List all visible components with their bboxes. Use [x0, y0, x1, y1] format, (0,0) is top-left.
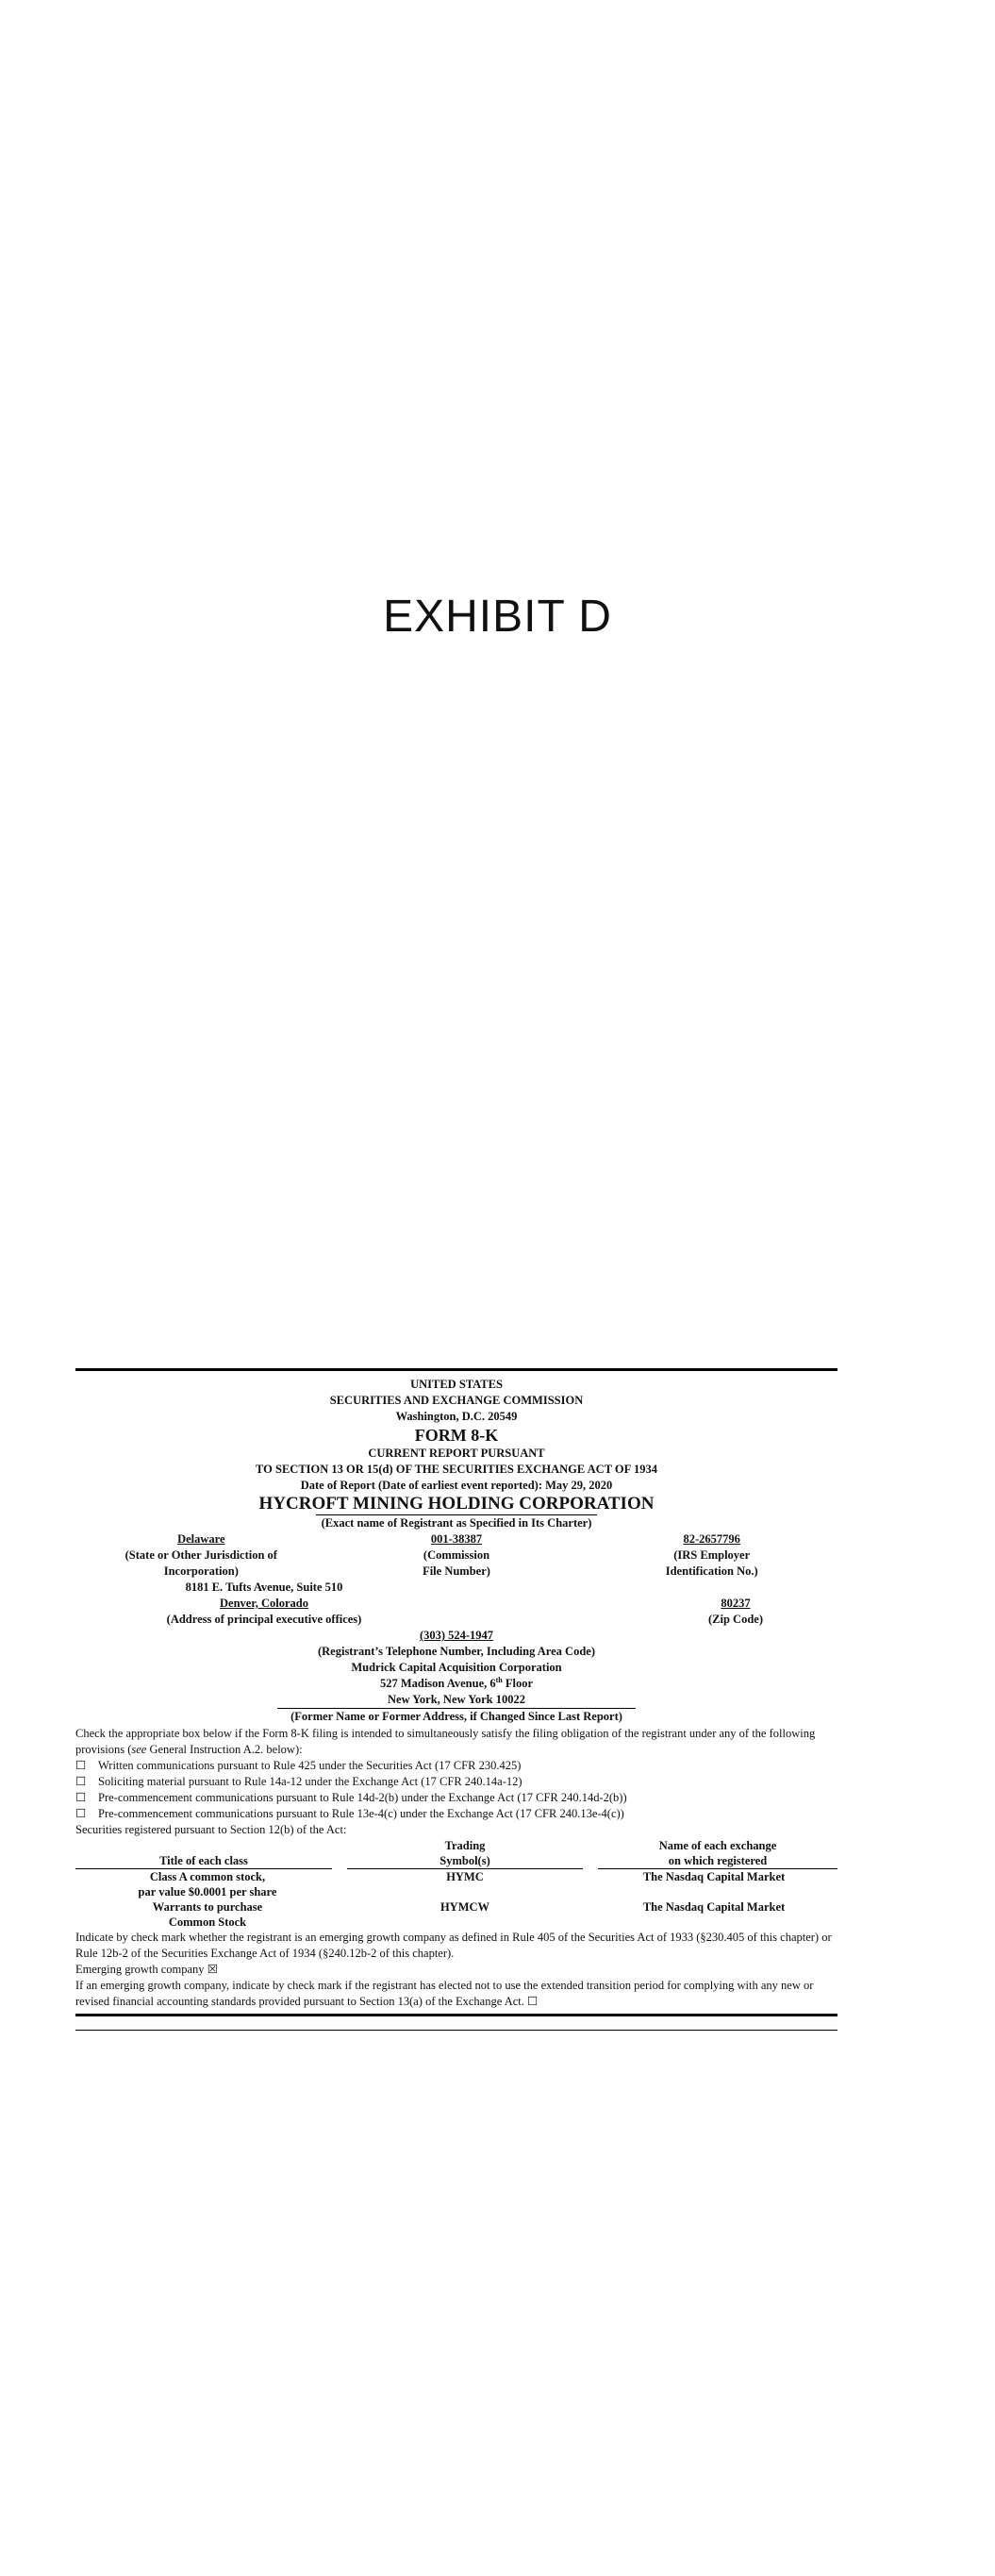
col-exchange-header-1: Name of each exchange	[658, 1839, 777, 1852]
phone-value: (303) 524-1947	[419, 1629, 494, 1642]
securities-intro: Securities registered pursuant to Section 12(b) of the Act:	[75, 1823, 347, 1836]
city-value: Denver, Colorado	[220, 1597, 308, 1610]
egc-line: Emerging growth company ☒	[75, 1963, 218, 1976]
provision-item: ☐ Written communications pursuant to Rule 425 under the Securities Act (17 CFR 230.425)	[75, 1759, 522, 1772]
egc-text: Indicate by check mark whether the registrant is an emerging growth company as defined in Rule 405 of the Securities Act of 1933 (§230.405 of this chapter) or Rule 12b-2 of the Securities Exchange Act of 1934 (§240.12b-2 of this chapter).	[75, 1931, 832, 1960]
former-city: New York, New York 10022	[388, 1693, 525, 1706]
former-caption: (Former Name or Former Address, if Changed Since Last Report)	[277, 1708, 636, 1725]
ein-caption-2: Identification No.)	[665, 1564, 758, 1578]
col-symbol-header-1: Trading	[444, 1839, 486, 1852]
provisions-intro: Check the appropriate box below if the Form 8-K filing is intended to simultaneously satisfy the filing obligation of the registrant under any of the following provisions (see General Instruction A.2. below):	[75, 1727, 816, 1756]
trading-symbol: HYMC	[446, 1870, 484, 1883]
provision-item: ☐ Pre-commencement communications pursuant to Rule 13e-4(c) under the Exchange Act (17 CFR 240.13e-4(c))	[75, 1807, 624, 1820]
col-exchange-header-2: on which registered	[668, 1854, 768, 1867]
form-8k-cover	[75, 1368, 837, 2031]
registrant-ids	[75, 1531, 837, 1580]
checkbox-icon[interactable]: ☐	[75, 1807, 87, 1820]
file-number-value: 001-38387	[430, 1532, 483, 1546]
provision-item: ☐ Soliciting material pursuant to Rule 14a-12 under the Exchange Act (17 CFR 240.14a-12)	[75, 1775, 522, 1788]
checkbox-icon[interactable]: ☐	[75, 1791, 87, 1804]
zip-value: 80237	[721, 1597, 751, 1610]
securities-table	[75, 1838, 837, 1930]
exchange-name: The Nasdaq Capital Market	[642, 1870, 786, 1883]
street-address: 8181 E. Tufts Avenue, Suite 510	[185, 1581, 343, 1594]
state-value: Delaware	[177, 1532, 225, 1546]
class-title-line2: par value $0.0001 per share	[138, 1885, 277, 1899]
class-title-line2: Common Stock	[168, 1915, 247, 1929]
address-block	[75, 1580, 837, 1628]
ein-caption-1: (IRS Employer	[673, 1548, 751, 1562]
form-title: FORM 8-K	[414, 1426, 499, 1445]
header-line2: SECURITIES AND EXCHANGE COMMISSION	[329, 1394, 584, 1407]
col-title-header: Title of each class	[75, 1853, 332, 1869]
registrant-name: HYCROFT MINING HOLDING CORPORATION	[258, 1494, 655, 1514]
report-line2: TO SECTION 13 OR 15(d) OF THE SECURITIES EXCHANGE ACT OF 1934	[256, 1463, 657, 1476]
exchange-name: The Nasdaq Capital Market	[642, 1900, 786, 1914]
header-line1: UNITED STATES	[410, 1378, 503, 1391]
registrant-caption: (Exact name of Registrant as Specified in Its Charter)	[316, 1514, 598, 1531]
report-date: Date of Report (Date of earliest event reported): May 29, 2020	[300, 1479, 613, 1492]
table-row	[75, 1869, 837, 1899]
egc-transition-text: If an emerging growth company, indicate by check mark if the registrant has elected not to use the extended transition period for complying with any new or revised financial accounting standards provided pursuant to Section 13(a) of the Exchange Act. ☐	[75, 1979, 814, 2008]
file-caption-2: File Number)	[423, 1564, 490, 1578]
zip-caption: (Zip Code)	[708, 1613, 763, 1626]
provision-item: ☐ Pre-commencement communications pursuant to Rule 14d-2(b) under the Exchange Act (17 CFR 240.14d-2(b))	[75, 1791, 627, 1804]
checkbox-icon[interactable]: ☐	[75, 1759, 87, 1772]
state-caption-2: Incorporation)	[163, 1564, 239, 1578]
former-street: 527 Madison Avenue, 6th Floor	[379, 1675, 534, 1690]
exhibit-title: EXHIBIT D	[383, 592, 612, 642]
checkbox-icon[interactable]: ☐	[527, 1995, 539, 2008]
class-title-line1: Warrants to purchase	[152, 1900, 263, 1914]
trading-symbol: HYMCW	[439, 1900, 490, 1914]
phone-caption: (Registrant’s Telephone Number, Including Area Code)	[317, 1645, 595, 1658]
header-line3: Washington, D.C. 20549	[395, 1410, 518, 1423]
former-name: Mudrick Capital Acquisition Corporation	[351, 1661, 562, 1674]
state-caption-1: (State or Other Jurisdiction of	[124, 1548, 277, 1562]
checked-box-icon[interactable]: ☒	[207, 1963, 218, 1976]
city-caption: (Address of principal executive offices)	[166, 1613, 362, 1626]
ein-value: 82-2657796	[683, 1532, 740, 1546]
bottom-rule-thin	[75, 2030, 837, 2031]
table-row	[75, 1899, 837, 1930]
col-symbol-header-2: Symbol(s)	[439, 1854, 490, 1867]
file-caption-1: (Commission	[423, 1548, 490, 1562]
checkbox-icon[interactable]: ☐	[75, 1775, 87, 1788]
report-line1: CURRENT REPORT PURSUANT	[368, 1447, 545, 1460]
class-title-line1: Class A common stock,	[149, 1870, 266, 1883]
